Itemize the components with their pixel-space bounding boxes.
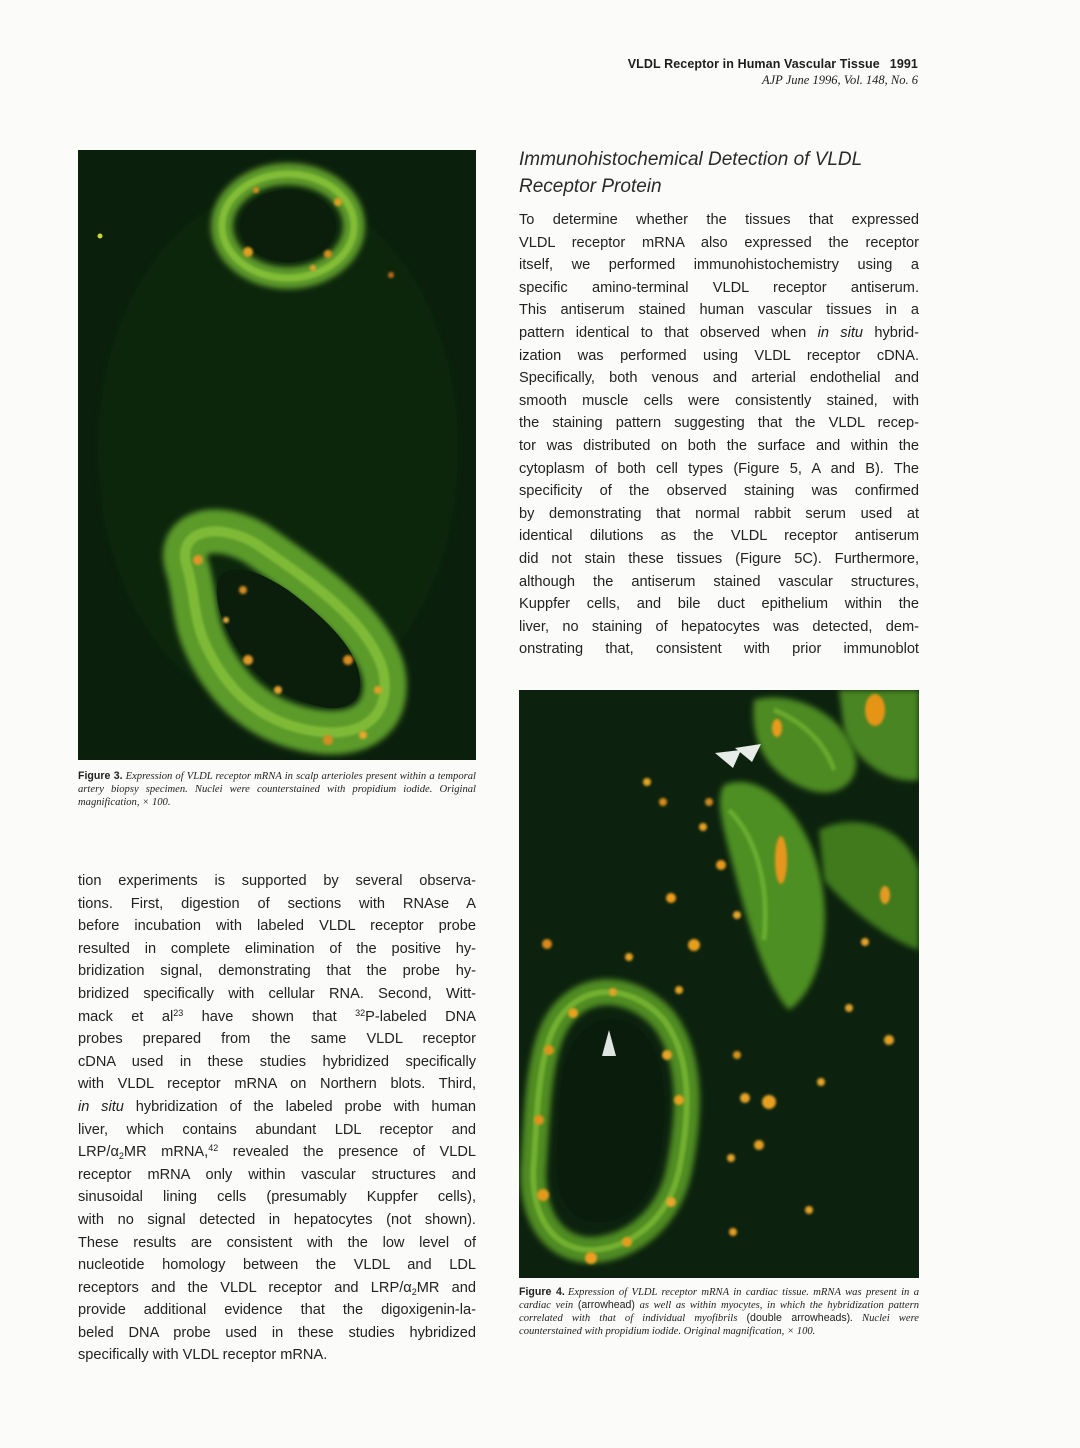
double-arrowheads-term: (double arrowheads)	[746, 1312, 851, 1324]
figure-3-caption-text: Expression of VLDL receptor mRNA in scalp arterioles present within a temporal artery biopsy specimen. Nuclei were counterstained with propidium iodide. Original magnification, × 100.	[78, 771, 476, 808]
text-line: by demonstrating that normal rabbit serum used at	[519, 505, 919, 522]
section-heading: Immunohistochemical Detection of VLDL Receptor Protein	[519, 149, 862, 197]
running-header	[628, 57, 918, 71]
running-title: VLDL Receptor in Human Vascular Tissue	[627, 57, 880, 71]
text-line: cytoplasm of both cell types (Figure 5, A and B). The	[519, 460, 919, 477]
figure-3-label: Figure 3.	[78, 770, 123, 782]
text-line: although the antiserum stained vascular structures,	[519, 573, 919, 590]
text-line: specifically with VLDL receptor mRNA.	[78, 1347, 328, 1364]
text-line: tions. First, digestion of sections with RNAse A	[78, 895, 476, 912]
figure-4-caption-text: as well as within myocytes, in which the hybridization pattern correlated with that of individual myofibrils	[519, 1300, 919, 1324]
text-line: liver, no staining of hepatocytes was detected, dem-	[519, 618, 919, 635]
text-line: nucleotide homology between the VLDL and LDL	[78, 1257, 476, 1274]
journal-citation: AJP June 1996, Vol. 148, No. 6	[762, 73, 918, 87]
text-line: did not stain these tissues (Figure 5C). Furthermore,	[519, 550, 919, 567]
text-segment: hybrid-	[874, 324, 919, 341]
figure-4-caption-text: Expression of VLDL receptor mRNA in cardiac tissue. mRNA was present in a cardiac vein	[519, 1287, 919, 1311]
text-line	[78, 1006, 476, 1029]
text-line	[78, 1277, 476, 1300]
subscript: 2	[118, 1151, 124, 1162]
italic-term: in situ	[78, 1098, 124, 1115]
text-line: specificity of the observed staining was confirmed	[519, 483, 919, 500]
left-column-text	[78, 870, 476, 1367]
text-line: To determine whether the tissues that expressed	[519, 212, 919, 228]
text-line: VLDL receptor mRNA also expressed the receptor	[519, 234, 919, 251]
arrowhead-term: (arrowhead)	[577, 1299, 635, 1311]
text-line: tor was distributed on both the surface and within the	[519, 437, 919, 454]
text-line: tion experiments is supported by several observa-	[78, 873, 476, 889]
isotope-superscript: 32	[355, 1007, 366, 1018]
text-line: beled DNA probe used in these studies hybridized	[78, 1324, 476, 1341]
text-segment: mack et al	[78, 1008, 174, 1025]
text-line: provide additional evidence that the digoxigenin-la-	[78, 1302, 476, 1319]
reference-superscript: 42	[208, 1143, 219, 1154]
text-line: These results are consistent with the low level of	[78, 1234, 476, 1251]
text-line: onstrating that, consistent with prior immunoblot	[519, 641, 919, 658]
italic-term: in situ	[817, 324, 864, 341]
text-line: with VLDL receptor mRNA on Northern blots. Third,	[78, 1076, 476, 1093]
text-segment: revealed the presence of VLDL	[232, 1144, 476, 1161]
text-line: This antiserum stained human vascular tissues in a	[519, 302, 919, 319]
text-segment: P-labeled DNA	[365, 1008, 476, 1025]
right-column-text	[519, 209, 919, 661]
figure-4-caption	[519, 1286, 919, 1338]
subscript: 2	[411, 1286, 417, 1297]
page-number: 1991	[889, 57, 918, 71]
figure-4-caption-text: . Nuclei were counterstained with propidium iodide. Original magnification, × 100.	[519, 1313, 919, 1337]
reference-superscript: 23	[173, 1007, 184, 1018]
text-line: receptor mRNA only within vascular structures and	[78, 1166, 476, 1183]
text-segment: LRP/α	[78, 1144, 119, 1161]
figure-4-micrograph	[519, 690, 919, 1278]
text-line: probes prepared from the same VLDL receptor	[78, 1031, 476, 1048]
figure-3-micrograph	[78, 150, 476, 760]
text-line: specific amino-terminal VLDL receptor antiserum.	[519, 279, 919, 296]
text-line	[78, 1141, 476, 1164]
text-line: Specifically, both venous and arterial endothelial and	[519, 370, 919, 387]
text-line: bridization signal, demonstrating that the probe hy-	[78, 963, 476, 980]
text-line: resulted in complete elimination of the positive hy-	[78, 940, 476, 957]
text-segment: hybridization of the labeled probe with human	[135, 1098, 476, 1115]
figure-3-caption	[78, 770, 476, 809]
text-line: Kuppfer cells, and bile duct epithelium within the	[519, 596, 919, 613]
text-line	[519, 322, 919, 345]
text-line: with no signal detected in hepatocytes (not shown).	[78, 1211, 476, 1228]
text-line: cDNA used in these studies hybridized specifically	[78, 1053, 476, 1070]
text-line: the staining pattern suggesting that the VLDL recep-	[519, 415, 919, 432]
text-segment: receptors and the VLDL receptor and LRP/α	[78, 1279, 412, 1296]
text-line	[78, 1096, 476, 1119]
text-line: bridized specifically with cellular RNA. Second, Witt-	[78, 985, 476, 1002]
text-line: ization was performed using VLDL receptor cDNA.	[519, 347, 919, 364]
text-line: liver, which contains abundant LDL receptor and	[78, 1121, 476, 1138]
text-segment: have shown that	[201, 1008, 337, 1025]
text-line: itself, we performed immunohistochemistry using a	[519, 257, 919, 274]
text-line: before incubation with labeled VLDL receptor probe	[78, 918, 476, 935]
text-segment: pattern identical to that observed when	[519, 324, 807, 341]
text-segment: MR mRNA,	[123, 1144, 209, 1161]
text-segment: MR and	[416, 1279, 476, 1296]
text-line: identical dilutions as the VLDL receptor antiserum	[519, 528, 919, 545]
figure-4-label: Figure 4.	[519, 1286, 565, 1298]
text-line: smooth muscle cells were consistently stained, with	[519, 392, 919, 409]
text-line: sinusoidal lining cells (presumably Kuppfer cells),	[78, 1189, 476, 1206]
